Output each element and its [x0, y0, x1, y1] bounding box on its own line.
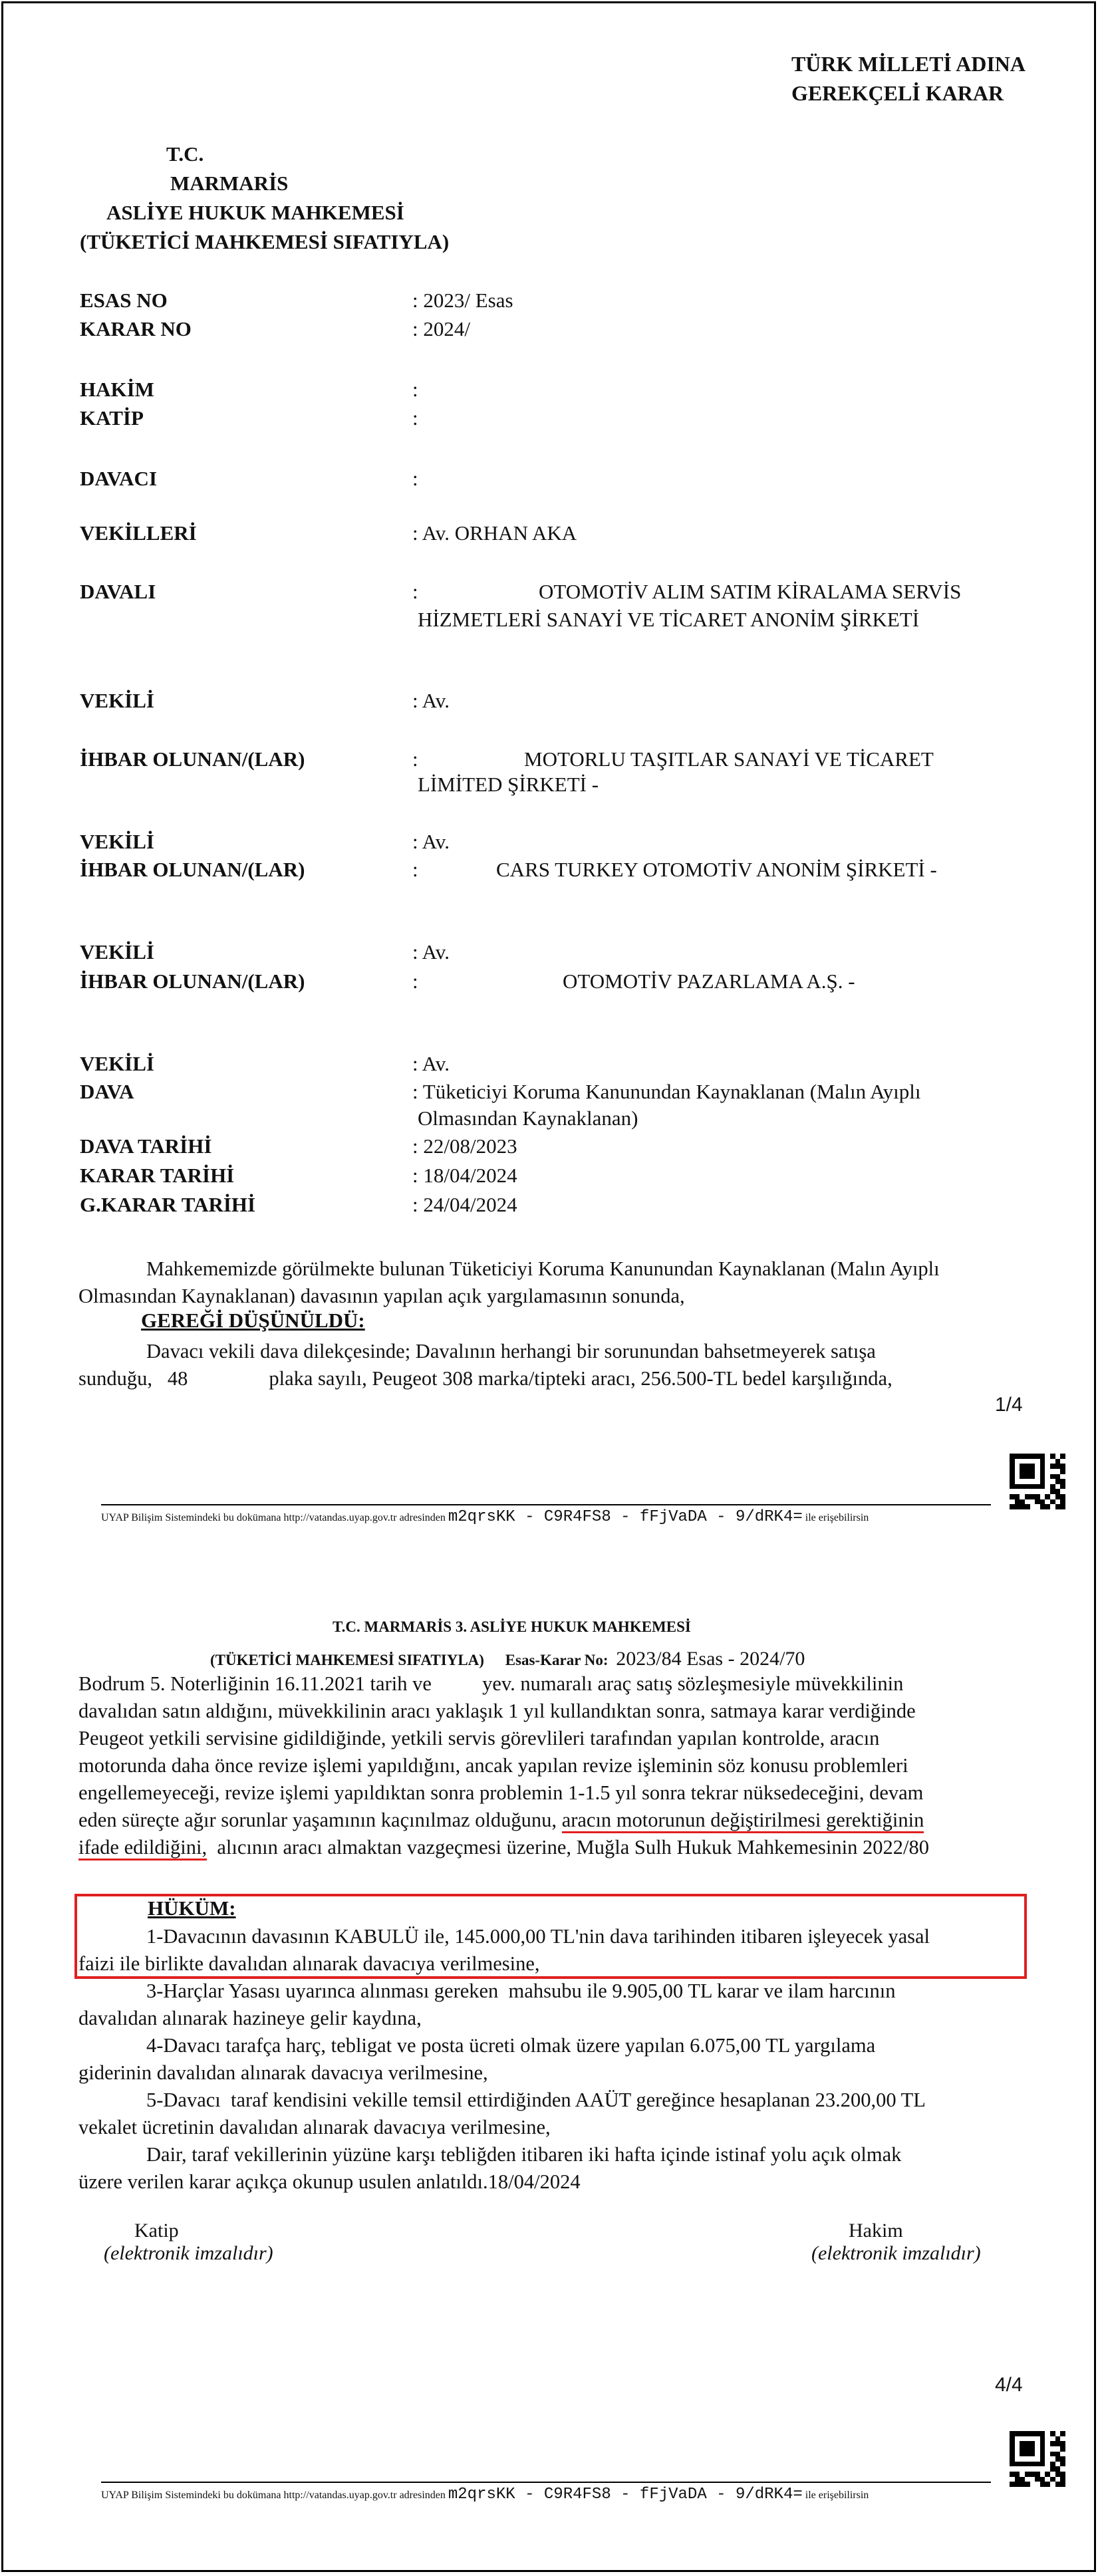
- hukum-item: faizi ile birlikte davalıdan alınarak davacıya verilmesine,: [78, 1952, 540, 1975]
- field-value: :: [412, 378, 418, 401]
- body-line-2: sunduğu, 48 plaka sayılı, Peugeot 308 marka/tipteki aracı, 256.500-TL bedel karşılığında,: [78, 1367, 893, 1390]
- footer-suffix: ile erişebilirsin: [805, 2490, 869, 2501]
- field-value: :: [412, 858, 418, 881]
- field-value: : Av.: [412, 940, 450, 964]
- court-capacity: (TÜKETİCİ MAHKEMESİ SIFATIYLA): [80, 230, 450, 253]
- highlighted-phrase-end: ifade edildiğini,: [78, 1836, 207, 1861]
- esas-karar-label: Esas-Karar No:: [505, 1652, 609, 1668]
- hakim-signature: [811, 2220, 1011, 2265]
- field-value: : Av.: [412, 689, 450, 712]
- header-line-2: GEREKÇELİ KARAR: [791, 81, 1004, 105]
- katip-signature: [104, 2220, 303, 2265]
- page4-court-header: T.C. MARMARİS 3. ASLİYE HUKUK MAHKEMESİ: [333, 1618, 691, 1635]
- cont-line: davalıdan satın aldığını, müvekkilinin aracı yaklaşık 1 yıl kullandıktan sonra, satmaya karar verdiğinde: [78, 1700, 916, 1722]
- court-name: ASLİYE HUKUK MAHKEMESİ: [106, 201, 404, 224]
- header-line-1: TÜRK MİLLETİ ADINA: [791, 52, 1026, 76]
- page-number-1: 1/4: [995, 1394, 1023, 1416]
- cont-line: motorunda daha önce revize işlemi yapıldığını, ancak yapılan revize işleminin söz konusu problemleri: [78, 1754, 908, 1777]
- field-label: VEKİLİ: [80, 830, 154, 853]
- footer-suffix: ile erişebilirsin: [805, 1512, 869, 1523]
- field-value: : 22/08/2023: [412, 1134, 517, 1158]
- hakim-e-signed: (elektronik imzalıdır): [811, 2242, 981, 2264]
- field-label: G.KARAR TARİHİ: [80, 1193, 256, 1216]
- field-value: :: [412, 580, 418, 603]
- footer-code: m2qrsKK - C9R4FS8 - fFjVaDA - 9/dRK4=: [448, 1508, 803, 1526]
- ihbar3-line1: OTOMOTİV PAZARLAMA A.Ş. -: [563, 969, 855, 993]
- hukum-item: 5-Davacı taraf kendisini vekille temsil ettirdiğinden AAÜT gereğince hesaplanan 23.200,00 TL: [146, 2089, 926, 2111]
- decision-header: [791, 49, 1026, 108]
- hukum-items: [78, 1923, 1020, 2196]
- footer-prefix: UYAP Bilişim Sistemindeki bu dokümana http://vatandas.uyap.gov.tr adresinden: [101, 2490, 446, 2501]
- cont-line-7-b: alıcının aracı almaktan vazgeçmesi üzerine, Muğla Sulh Hukuk Mahkemesinin 2022/80: [207, 1836, 929, 1859]
- field-label: İHBAR OLUNAN/(LAR): [80, 747, 305, 771]
- hukum-item: 1-Davacının davasının KABULÜ ile, 145.000,00 TL'nin dava tarihinden itibaren işleyecek yasal: [146, 1925, 930, 1948]
- field-value: :: [412, 406, 418, 430]
- hukum-item: vekalet ücretinin davalıdan alınarak davacıya verilmesine,: [78, 2116, 551, 2138]
- footer-rule: [101, 2482, 991, 2483]
- field-value: : Tüketiciyi Koruma Kanunundan Kaynaklanan (Malın Ayıplı: [412, 1080, 921, 1103]
- field-value: :: [412, 969, 418, 993]
- page4-capacity: (TÜKETİCİ MAHKEMESİ SIFATIYLA): [210, 1652, 484, 1668]
- field-label: KARAR TARİHİ: [80, 1164, 235, 1187]
- hukum-heading: HÜKÜM:: [148, 1896, 236, 1920]
- hukum-item: giderinin davalıdan alınarak davacıya verilmesine,: [78, 2061, 488, 2084]
- intro-line-1: Mahkememizde görülmekte bulunan Tüketiciyi Koruma Kanunundan Kaynaklanan (Malın Ayıplı: [146, 1257, 940, 1280]
- field-label: DAVALI: [80, 580, 156, 603]
- footer-prefix: UYAP Bilişim Sistemindeki bu dokümana http://vatandas.uyap.gov.tr adresinden: [101, 1512, 446, 1523]
- field-value: : Av.: [412, 1052, 450, 1075]
- field-label: DAVA TARİHİ: [80, 1134, 212, 1158]
- field-label: İHBAR OLUNAN/(LAR): [80, 969, 305, 993]
- footer-code: m2qrsKK - C9R4FS8 - fFjVaDA - 9/dRK4=: [448, 2486, 803, 2504]
- field-value: :: [412, 467, 418, 490]
- qr-code-icon: [1010, 1454, 1065, 1509]
- intro-paragraph: [78, 1255, 1020, 1310]
- davali-name-line2: HİZMETLERİ SANAYİ VE TİCARET ANONİM ŞİRKETİ: [418, 608, 920, 631]
- court-tc: T.C.: [166, 142, 204, 166]
- field-label: İHBAR OLUNAN/(LAR): [80, 858, 305, 881]
- esas-karar-value: 2023/84 Esas - 2024/70: [616, 1648, 805, 1670]
- field-label: VEKİLLERİ: [80, 521, 197, 545]
- field-value: :: [412, 747, 418, 771]
- body-paragraph: [78, 1338, 1020, 1392]
- field-label: ESAS NO: [80, 289, 168, 312]
- gerekce-heading: GEREĞİ DÜŞÜNÜLDÜ:: [141, 1309, 365, 1332]
- hakim-title: Hakim: [849, 2220, 903, 2242]
- footer-rule: [101, 1504, 991, 1505]
- field-label: HAKİM: [80, 378, 154, 401]
- davali-name-line1: OTOMOTİV ALIM SATIM KİRALAMA SERVİS: [539, 580, 962, 603]
- qr-code-icon: [1010, 2431, 1065, 2487]
- court-city: MARMARİS: [170, 172, 289, 195]
- intro-line-2: Olmasından Kaynaklanan) davasının yapılan açık yargılamasının sonunda,: [78, 1285, 685, 1307]
- cont-line-7: [78, 1834, 1020, 1861]
- continuation-paragraph: [78, 1670, 1020, 1861]
- katip-title: Katip: [134, 2220, 179, 2242]
- hukum-item: üzere verilen karar açıkça okunup usulen anlatıldı.18/04/2024: [78, 2170, 581, 2193]
- field-value: : 2023/ Esas: [412, 289, 513, 312]
- hukum-item: 4-Davacı tarafça harç, tebligat ve posta ücreti olmak üzere yapılan 6.075,00 TL yargılama: [146, 2034, 876, 2057]
- field-value: : 2024/: [412, 317, 470, 340]
- highlighted-phrase: aracın motorunun değiştirilmesi gerektiğinin: [562, 1809, 924, 1833]
- uyap-footer: [101, 1508, 869, 1526]
- page-number-4: 4/4: [995, 2374, 1023, 2396]
- field-label: DAVACI: [80, 467, 158, 490]
- ihbar2-line1: CARS TURKEY OTOMOTİV ANONİM ŞİRKETİ -: [496, 858, 937, 881]
- cont-line: Peugeot yetkili servisine gidildiğinde, yetkili servis görevlileri tarafından yapılan kontrolde, aracın: [78, 1727, 880, 1749]
- hukum-item: davalıdan alınarak hazineye gelir kaydına,: [78, 2007, 422, 2029]
- field-label: KARAR NO: [80, 317, 192, 340]
- field-label: VEKİLİ: [80, 689, 154, 712]
- field-value: : 18/04/2024: [412, 1164, 517, 1187]
- field-label: VEKİLİ: [80, 1052, 154, 1075]
- field-value: : Av.: [412, 830, 450, 853]
- cont-line: engellemeyeceği, revize işlemi yapıldıktan sonra problemin 1-1.5 yıl sonra tekrar nüksedeceğini, devam: [78, 1781, 924, 1804]
- page4-capacity-line: [210, 1648, 805, 1670]
- hukum-item: 3-Harçlar Yasası uyarınca alınması gereken mahsubu ile 9.905,00 TL karar ve ilam harcının: [146, 1980, 896, 2002]
- hukum-item: Dair, taraf vekillerinin yüzüne karşı tebliğden itibaren iki hafta içinde istinaf yolu açık olmak: [146, 2143, 902, 2166]
- cont-line-6-a: eden süreçte ağır sorunlar yaşamının kaçınılmaz olduğunu,: [78, 1809, 562, 1831]
- field-value: : Av. ORHAN AKA: [412, 521, 577, 545]
- field-label: VEKİLİ: [80, 940, 154, 964]
- field-value: : 24/04/2024: [412, 1193, 517, 1216]
- body-line-1: Davacı vekili dava dilekçesinde; Davalının herhangi bir sorunundan bahsetmeyerek satışa: [146, 1340, 876, 1362]
- ihbar1-line1: MOTORLU TAŞITLAR SANAYİ VE TİCARET: [524, 747, 934, 771]
- cont-line: Bodrum 5. Noterliğinin 16.11.2021 tarih ve yev. numaralı araç satış sözleşmesiyle müvekkilinin: [78, 1672, 904, 1695]
- dava-line2: Olmasından Kaynaklanan): [418, 1106, 638, 1130]
- cont-line-6: [78, 1807, 1020, 1834]
- field-label: KATİP: [80, 406, 144, 430]
- katip-e-signed: (elektronik imzalıdır): [104, 2242, 273, 2264]
- field-label: DAVA: [80, 1080, 134, 1103]
- ihbar1-line2: LİMİTED ŞİRKETİ -: [418, 773, 599, 796]
- uyap-footer: [101, 2486, 869, 2504]
